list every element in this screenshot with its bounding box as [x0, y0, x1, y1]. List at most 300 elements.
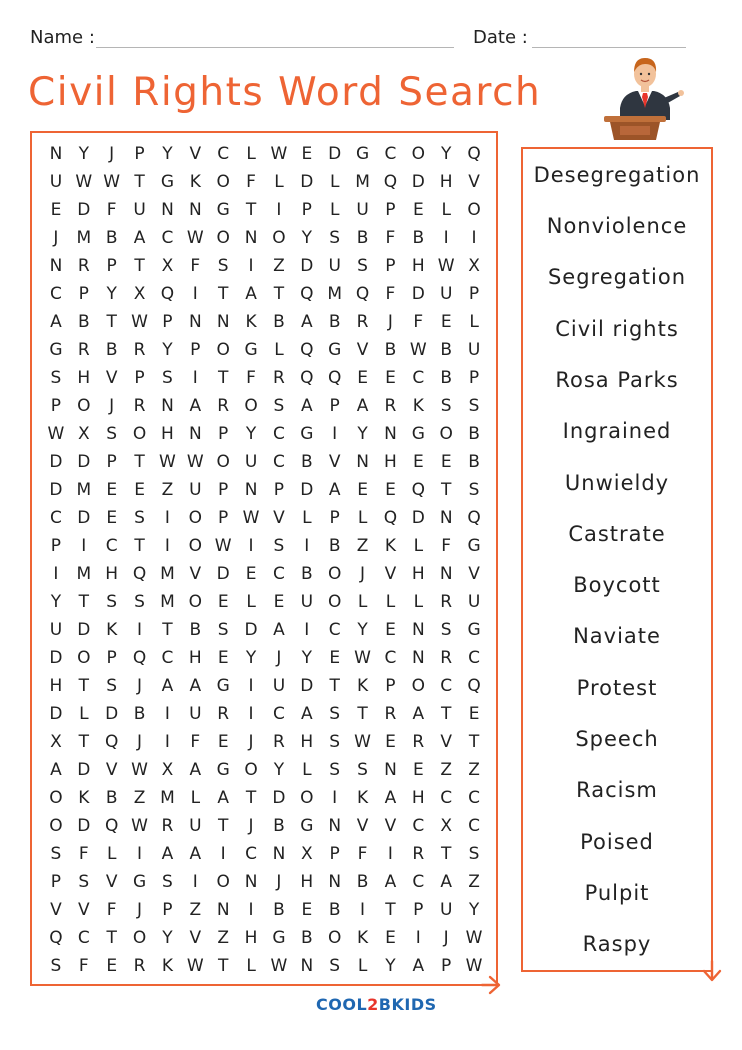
grid-letter: A	[440, 872, 452, 892]
grid-letter: F	[385, 284, 396, 304]
grid-letter: T	[245, 788, 257, 808]
grid-letter: T	[217, 956, 229, 976]
grid-letter: J	[137, 676, 143, 696]
grid-letter: U	[49, 620, 63, 640]
word-list-item: Pulpit	[584, 881, 650, 906]
grid-letter: F	[190, 256, 201, 276]
grid-letter: E	[385, 732, 396, 752]
grid-letter: D	[300, 256, 314, 276]
grid-letter: G	[467, 620, 481, 640]
grid-letter: D	[77, 620, 91, 640]
grid-letter: L	[302, 760, 312, 780]
grid-letter: R	[356, 312, 369, 332]
grid-letter: S	[468, 480, 480, 500]
grid-letter: V	[468, 172, 480, 192]
grid-letter: V	[105, 760, 118, 780]
grid-letter: N	[161, 396, 174, 416]
grid-letter: F	[246, 368, 256, 388]
grid-letter: S	[50, 956, 62, 976]
grid-letter: C	[273, 424, 285, 444]
grid-letter: L	[413, 536, 424, 556]
grid-letter: B	[273, 312, 285, 332]
grid-letter: O	[300, 788, 314, 808]
grid-letter: P	[106, 648, 117, 668]
grid-letter: G	[355, 144, 370, 164]
grid-letter: W	[270, 956, 288, 976]
grid-letter: P	[329, 844, 340, 864]
grid-letter: T	[217, 816, 229, 836]
grid-letter: D	[300, 480, 314, 500]
grid-letter: R	[440, 648, 453, 668]
grid-letter: I	[360, 900, 366, 920]
grid-letter: J	[276, 872, 282, 892]
grid-letter: A	[189, 676, 202, 696]
grid-letter: B	[468, 424, 480, 444]
grid-letter: C	[468, 648, 480, 668]
grid-letter: V	[189, 564, 202, 584]
grid-letter: V	[384, 564, 397, 584]
grid-letter: P	[50, 872, 62, 892]
grid-letter: T	[217, 284, 229, 304]
grid-letter: Q	[300, 340, 314, 360]
grid-letter: V	[440, 732, 452, 752]
grid-letter: U	[272, 676, 286, 696]
grid-letter: E	[106, 956, 118, 976]
grid-letter: V	[189, 928, 202, 948]
grid-letter: G	[272, 928, 286, 948]
grid-letter: Q	[355, 284, 370, 304]
grid-letter: S	[329, 956, 341, 976]
grid-letter: T	[217, 368, 229, 388]
grid-letter: B	[300, 928, 313, 948]
grid-letter: U	[439, 900, 453, 920]
grid-letter: U	[467, 592, 481, 612]
grid-letter: W	[409, 340, 427, 360]
grid-letter: V	[77, 900, 90, 920]
grid-letter: R	[133, 396, 146, 416]
grid-letter: D	[77, 508, 91, 528]
grid-letter: Z	[468, 760, 480, 780]
grid-letter: O	[216, 452, 230, 472]
grid-letter: D	[77, 816, 91, 836]
grid-letter: C	[105, 536, 118, 556]
grid-letter: L	[79, 704, 89, 724]
grid-letter: L	[413, 592, 424, 612]
grid-letter: T	[329, 676, 340, 696]
grid-letter: P	[218, 508, 229, 528]
grid-letter: R	[440, 592, 453, 612]
grid-letter: X	[77, 424, 90, 444]
grid-letter: I	[248, 256, 254, 276]
grid-letter: I	[304, 620, 310, 640]
grid-letter: S	[273, 536, 285, 556]
grid-letter: B	[384, 340, 397, 360]
grid-letter: V	[105, 368, 118, 388]
grid-letter: L	[274, 172, 284, 192]
grid-letter: N	[244, 228, 258, 248]
grid-letter: X	[161, 760, 174, 780]
grid-letter: O	[77, 648, 91, 668]
grid-letter: C	[384, 144, 397, 164]
grid-letter: S	[50, 368, 62, 388]
grid-letter: L	[329, 200, 340, 220]
grid-letter: Q	[383, 508, 398, 528]
grid-letter: W	[465, 956, 483, 976]
grid-letter: C	[412, 816, 425, 836]
grid-letter: E	[217, 592, 229, 612]
grid-letter: F	[106, 200, 117, 220]
grid-letter: O	[327, 564, 342, 584]
grid-letter: B	[356, 228, 369, 248]
word-list-item: Nonviolence	[546, 213, 688, 238]
grid-letter: N	[188, 200, 202, 220]
grid-letter: F	[246, 172, 256, 192]
grid-letter: B	[77, 312, 90, 332]
grid-letter: Z	[189, 900, 202, 920]
word-list-item: Speech	[575, 727, 659, 752]
grid-letter: A	[384, 788, 397, 808]
grid-letter: Q	[467, 676, 481, 696]
grid-letter: V	[273, 508, 285, 528]
grid-letter: E	[440, 452, 452, 472]
grid-letter: J	[443, 928, 449, 948]
grid-letter: Y	[106, 284, 117, 304]
grid-letter: Z	[161, 480, 174, 500]
grid-letter: K	[245, 312, 257, 332]
grid-letter: N	[300, 956, 314, 976]
grid-letter: N	[384, 424, 397, 444]
grid-letter: H	[411, 564, 425, 584]
grid-letter: N	[216, 900, 230, 920]
grid-letter: F	[190, 732, 201, 752]
grid-letter: Z	[217, 928, 230, 948]
grid-letter: G	[300, 424, 314, 444]
grid-letter: N	[328, 872, 342, 892]
grid-letter: E	[301, 900, 313, 920]
grid-letter: M	[76, 564, 92, 584]
grid-letter: H	[300, 732, 314, 752]
grid-letter: S	[50, 844, 62, 864]
grid-letter: T	[273, 284, 285, 304]
grid-letter: J	[53, 228, 59, 248]
grid-letter: V	[105, 872, 118, 892]
grid-letter: A	[161, 676, 174, 696]
grid-letter: A	[133, 228, 146, 248]
grid-letter: Q	[49, 928, 63, 948]
grid-letter: R	[384, 396, 397, 416]
grid-letter: B	[105, 788, 118, 808]
grid-letter: Q	[104, 732, 119, 752]
grid-letter: H	[411, 788, 425, 808]
grid-letter: M	[76, 228, 92, 248]
grid-letter: D	[411, 172, 425, 192]
grid-letter: H	[411, 256, 425, 276]
grid-letter: U	[244, 452, 258, 472]
grid-letter: T	[134, 172, 145, 192]
grid-letter: J	[137, 732, 143, 752]
grid-letter: N	[328, 816, 342, 836]
grid-letter: N	[161, 200, 174, 220]
grid-letter: G	[300, 816, 314, 836]
grid-letter: D	[272, 788, 286, 808]
grid-letter: P	[134, 144, 145, 164]
grid-letter: O	[411, 144, 425, 164]
grid-letter: U	[439, 284, 453, 304]
grid-letter: A	[50, 760, 62, 780]
grid-letter: R	[77, 256, 90, 276]
word-list-item: Racism	[576, 778, 658, 803]
grid-letter: I	[192, 368, 198, 388]
logo-part-bkids: BKIDS	[378, 995, 437, 1014]
grid-letter: Q	[467, 144, 481, 164]
grid-letter: N	[411, 648, 425, 668]
grid-letter: W	[214, 536, 232, 556]
grid-letter: S	[440, 620, 452, 640]
grid-letter: V	[356, 340, 369, 360]
grid-letter: A	[217, 788, 229, 808]
grid-letter: Y	[273, 760, 285, 780]
name-blank-line	[96, 46, 454, 48]
grid-letter: C	[161, 648, 174, 668]
grid-letter: O	[244, 396, 258, 416]
grid-letter: V	[468, 564, 480, 584]
grid-letter: S	[78, 872, 90, 892]
grid-letter: R	[217, 396, 230, 416]
grid-letter: M	[160, 788, 175, 808]
grid-letter: N	[439, 564, 453, 584]
grid-arrow-icon	[476, 974, 504, 996]
grid-letter: K	[78, 788, 90, 808]
grid-letter: D	[49, 704, 63, 724]
grid-letter: O	[411, 676, 425, 696]
grid-letter: T	[106, 312, 117, 332]
grid-letter: S	[162, 872, 173, 892]
grid-letter: C	[384, 648, 397, 668]
grid-letter: V	[50, 900, 62, 920]
name-label: Name :	[30, 27, 95, 48]
grid-letter: T	[440, 480, 452, 500]
grid-letter: H	[49, 676, 63, 696]
grid-letter: U	[189, 704, 202, 724]
grid-letter: L	[329, 172, 340, 192]
grid-letter: I	[248, 676, 254, 696]
grid-letter: D	[77, 452, 91, 472]
grid-letter: Z	[273, 256, 285, 276]
grid-letter: G	[216, 200, 230, 220]
grid-letter: D	[105, 704, 119, 724]
grid-letter: Q	[327, 368, 342, 388]
grid-letter: Y	[385, 956, 396, 976]
grid-letter: A	[412, 704, 425, 724]
grid-letter: E	[468, 704, 480, 724]
grid-letter: S	[106, 676, 118, 696]
grid-letter: Y	[78, 144, 89, 164]
grid-letter: Y	[301, 648, 312, 668]
page-title: Civil Rights Word Search	[28, 70, 542, 115]
grid-letter: G	[216, 676, 230, 696]
grid-letter: Z	[440, 760, 453, 780]
grid-letter: F	[106, 900, 117, 920]
grid-letter: Y	[162, 928, 173, 948]
grid-letter: B	[133, 704, 146, 724]
grid-letter: G	[328, 340, 342, 360]
grid-letter: A	[328, 480, 341, 500]
grid-letter: Z	[133, 788, 146, 808]
date-label: Date :	[473, 27, 528, 48]
grid-letter: M	[76, 480, 92, 500]
grid-letter: E	[385, 480, 396, 500]
grid-letter: Y	[357, 620, 368, 640]
grid-letter: L	[246, 144, 256, 164]
grid-letter: D	[49, 648, 63, 668]
grid-letter: A	[356, 396, 369, 416]
grid-letter: C	[328, 620, 341, 640]
grid-letter: O	[216, 872, 230, 892]
grid-letter: A	[50, 312, 62, 332]
grid-letter: C	[412, 872, 425, 892]
grid-letter: W	[131, 312, 148, 332]
grid-letter: O	[188, 592, 202, 612]
grid-letter: E	[357, 368, 368, 388]
grid-letter: S	[357, 256, 368, 276]
grid-letter: W	[131, 760, 148, 780]
grid-letter: Y	[245, 424, 257, 444]
grid-letter: Y	[468, 900, 480, 920]
word-list-item: Civil rights	[555, 316, 679, 341]
grid-letter: E	[440, 312, 452, 332]
grid-letter: D	[300, 172, 314, 192]
grid-letter: Q	[104, 816, 119, 836]
grid-letter: T	[106, 928, 117, 948]
grid-letter: X	[300, 844, 313, 864]
grid-letter: N	[384, 760, 397, 780]
grid-letter: M	[355, 172, 370, 192]
grid-letter: H	[161, 424, 174, 444]
grid-letter: L	[246, 956, 256, 976]
grid-letter: T	[440, 844, 452, 864]
grid-letter: L	[190, 788, 201, 808]
grid-letter: P	[301, 200, 312, 220]
grid-letter: A	[384, 872, 397, 892]
grid-letter: K	[356, 788, 369, 808]
grid-letter: C	[273, 452, 285, 472]
grid-letter: B	[300, 564, 313, 584]
grid-letter: Z	[356, 536, 369, 556]
grid-letter: L	[302, 508, 312, 528]
grid-letter: A	[273, 620, 285, 640]
grid-letter: B	[468, 452, 480, 472]
grid-letter: T	[78, 732, 89, 752]
grid-letter: C	[440, 788, 453, 808]
grid-letter: W	[186, 452, 204, 472]
grid-letter: L	[106, 844, 117, 864]
grid-letter: A	[300, 704, 313, 724]
grid-letter: T	[134, 536, 145, 556]
grid-letter: N	[411, 620, 425, 640]
grid-letter: I	[248, 900, 254, 920]
grid-letter: Y	[245, 648, 257, 668]
grid-letter: W	[354, 648, 371, 668]
grid-letter: N	[188, 312, 202, 332]
grid-letter: L	[385, 592, 396, 612]
grid-letter: N	[356, 452, 369, 472]
grid-letter: U	[328, 256, 341, 276]
grid-letter: L	[357, 956, 368, 976]
grid-letter: F	[441, 536, 452, 556]
grid-letter: O	[327, 928, 342, 948]
grid-letter: O	[272, 228, 286, 248]
word-list-item: Castrate	[568, 521, 666, 546]
grid-letter: R	[77, 340, 90, 360]
grid-letter: F	[385, 228, 396, 248]
grid-letter: U	[467, 340, 481, 360]
grid-letter: K	[384, 536, 397, 556]
grid-letter: S	[468, 844, 480, 864]
list-arrow-icon	[700, 958, 724, 984]
grid-letter: X	[440, 816, 453, 836]
grid-letter: F	[78, 956, 89, 976]
grid-letter: W	[159, 452, 176, 472]
grid-letter: R	[412, 844, 425, 864]
grid-letter: T	[78, 592, 89, 612]
grid-letter: Y	[440, 144, 452, 164]
grid-letter: S	[329, 760, 341, 780]
grid-letter: N	[188, 424, 202, 444]
grid-letter: X	[50, 732, 62, 752]
grid-letter: B	[105, 228, 118, 248]
grid-letter: B	[105, 340, 118, 360]
grid-letter: S	[468, 396, 480, 416]
word-list-item: Desegregation	[533, 162, 701, 187]
grid-letter: Z	[468, 872, 480, 892]
grid-letter: P	[106, 452, 117, 472]
grid-letter: T	[134, 452, 145, 472]
grid-letter: C	[77, 928, 90, 948]
grid-letter: P	[218, 424, 229, 444]
grid-letter: R	[273, 732, 285, 752]
grid-letter: P	[50, 396, 62, 416]
grid-letter: N	[272, 844, 286, 864]
grid-letter: O	[188, 536, 202, 556]
grid-letter: H	[300, 872, 314, 892]
grid-letter: U	[300, 592, 314, 612]
grid-letter: E	[385, 620, 396, 640]
grid-letter: I	[164, 704, 170, 724]
grid-letter: B	[328, 900, 341, 920]
grid-letter: T	[162, 620, 173, 640]
grid-letter: P	[441, 956, 452, 976]
grid-letter: O	[49, 788, 63, 808]
grid-letter: S	[329, 704, 341, 724]
grid-letter: W	[354, 732, 371, 752]
grid-letter: E	[357, 480, 368, 500]
grid-letter: O	[244, 760, 258, 780]
grid-letter: E	[106, 480, 118, 500]
grid-letter: Y	[162, 144, 173, 164]
grid-letter: I	[192, 872, 198, 892]
grid-letter: D	[411, 284, 425, 304]
grid-letter: S	[134, 592, 145, 612]
grid-letter: V	[189, 144, 202, 164]
word-list	[521, 147, 713, 972]
grid-letter: E	[245, 564, 257, 584]
grid-letter: C	[245, 844, 257, 864]
grid-letter: Y	[357, 424, 368, 444]
grid-letter: Y	[162, 340, 173, 360]
grid-letter: L	[441, 200, 451, 220]
grid-letter: E	[412, 200, 424, 220]
grid-letter: P	[468, 284, 480, 304]
